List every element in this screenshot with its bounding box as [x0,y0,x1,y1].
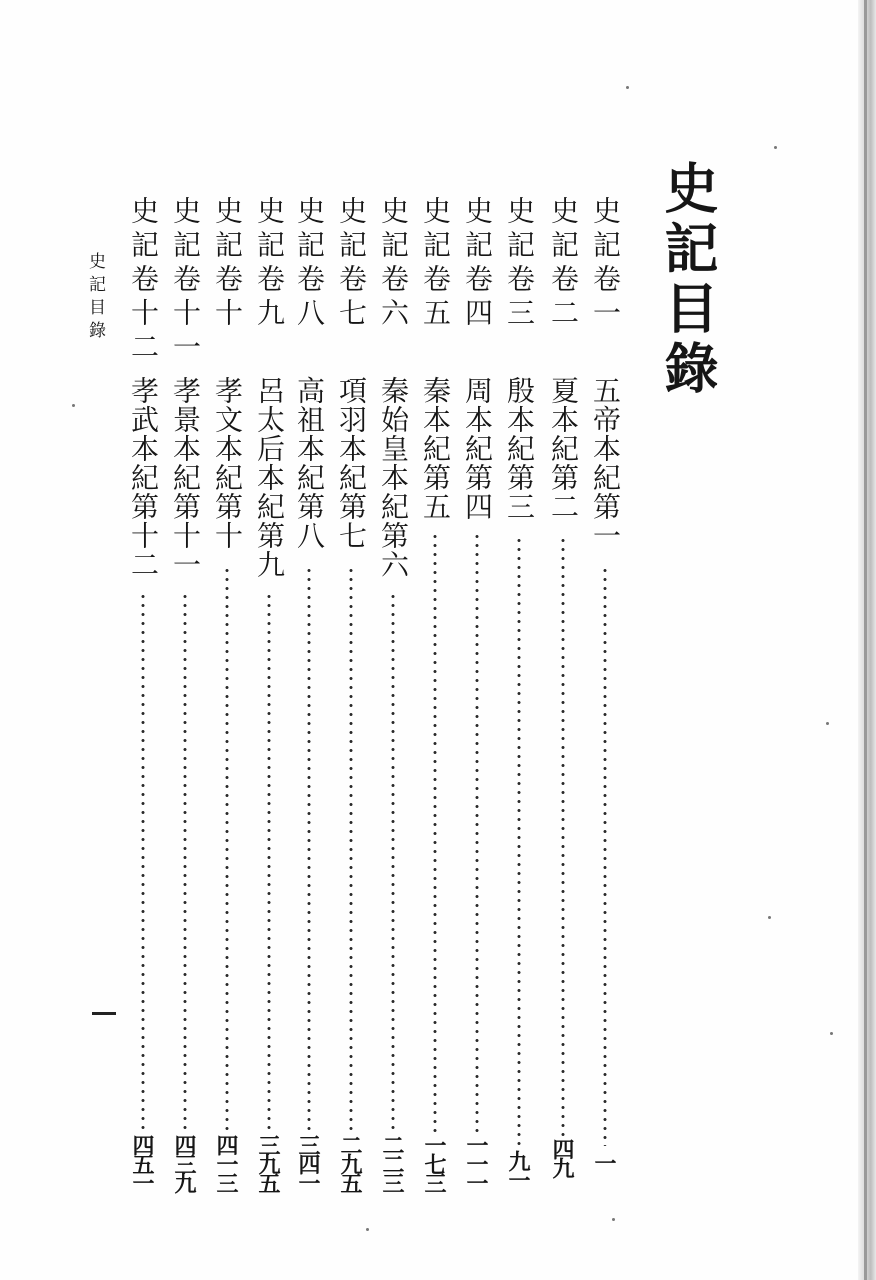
toc-page-number: 三九五 [255,1134,281,1191]
scan-speck [72,404,75,407]
toc-chapter: 孝武本紀第十二 [127,376,160,579]
toc-chapter: 高祖本紀第八 [293,376,326,550]
toc-entry-10 [206,196,248,1191]
toc-entry-5 [414,196,456,1191]
toc-entry-12 [122,196,164,1191]
toc-page-number: 四九 [549,1138,575,1176]
toc-volume: 史記卷六 [377,196,410,332]
scan-speck [626,86,629,89]
scan-speck [366,1228,369,1231]
dot-leader [391,592,395,1132]
toc-volume: 史記卷十一 [169,196,202,366]
toc-chapter: 殷本紀第三 [503,376,536,521]
dot-leader [307,566,311,1132]
toc-volume: 史記卷五 [419,196,452,332]
toc-chapter: 周本紀第四 [461,376,494,521]
toc-entry-4 [456,196,498,1191]
toc-entry-8 [288,196,330,1191]
dot-leader [433,532,437,1132]
toc-page-number: 一 [591,1152,617,1171]
toc-volume: 史記卷三 [503,196,536,332]
toc-volume: 史記卷九 [253,196,286,332]
dot-leader [517,536,521,1146]
toc-entry-1 [584,196,626,1186]
scan-speck [774,146,777,149]
toc-page-number: 一七三 [421,1134,447,1191]
scan-speck [826,722,829,725]
toc-volume: 史記卷四 [461,196,494,332]
toc-entry-2 [542,196,584,1186]
page-edge-line [864,0,867,1280]
scan-speck [830,1032,833,1035]
toc-entry-9 [248,196,290,1191]
toc-page-number: 二九五 [337,1134,363,1191]
toc-chapter: 孝景本紀第十一 [169,376,202,579]
toc-page-number: 一一一 [463,1134,489,1191]
toc-page-number: 四一三 [213,1134,239,1191]
toc-chapter: 夏本紀第二 [547,376,580,521]
toc-volume: 史記卷一 [589,196,622,332]
dot-leader [603,566,607,1146]
toc-volume: 史記卷八 [293,196,326,332]
dot-leader [141,592,145,1132]
page-folio-text [92,982,93,983]
toc-chapter: 秦始皇本紀第六 [377,376,410,579]
scan-speck [612,1218,615,1221]
toc-page-number: 四三九 [171,1134,197,1191]
toc-page-number: 三四一 [295,1134,321,1191]
toc-entry-7 [330,196,372,1191]
toc-volume: 史記卷十二 [127,196,160,366]
dot-leader [225,566,229,1132]
toc-volume: 史記卷十 [211,196,244,332]
toc-chapter: 五帝本紀第一 [589,376,622,550]
toc-entry-6 [372,196,414,1191]
toc-volume: 史記卷二 [547,196,580,332]
toc-chapter: 呂太后本紀第九 [253,376,286,579]
page-title: 史記目錄 [656,160,720,400]
toc-chapter: 秦本紀第五 [419,376,452,521]
running-head: 史記目錄 [85,252,105,344]
toc-entry-11 [164,196,206,1191]
toc-page-number: 九一 [505,1150,531,1188]
toc-volume: 史記卷七 [335,196,368,332]
toc-page-number: 四五一 [129,1134,155,1191]
dot-leader [267,592,271,1132]
dot-leader [475,532,479,1132]
dot-leader [349,566,353,1132]
toc-chapter: 項羽本紀第七 [335,376,368,550]
toc-chapter: 孝文本紀第十 [211,376,244,550]
toc-entry-3 [498,196,540,1186]
page-edge-shadow [858,0,876,1280]
toc-page-number: 二二三 [379,1134,405,1191]
scan-speck [768,916,771,919]
dot-leader [183,592,187,1132]
dot-leader [561,536,565,1136]
page-folio [92,1012,116,1015]
